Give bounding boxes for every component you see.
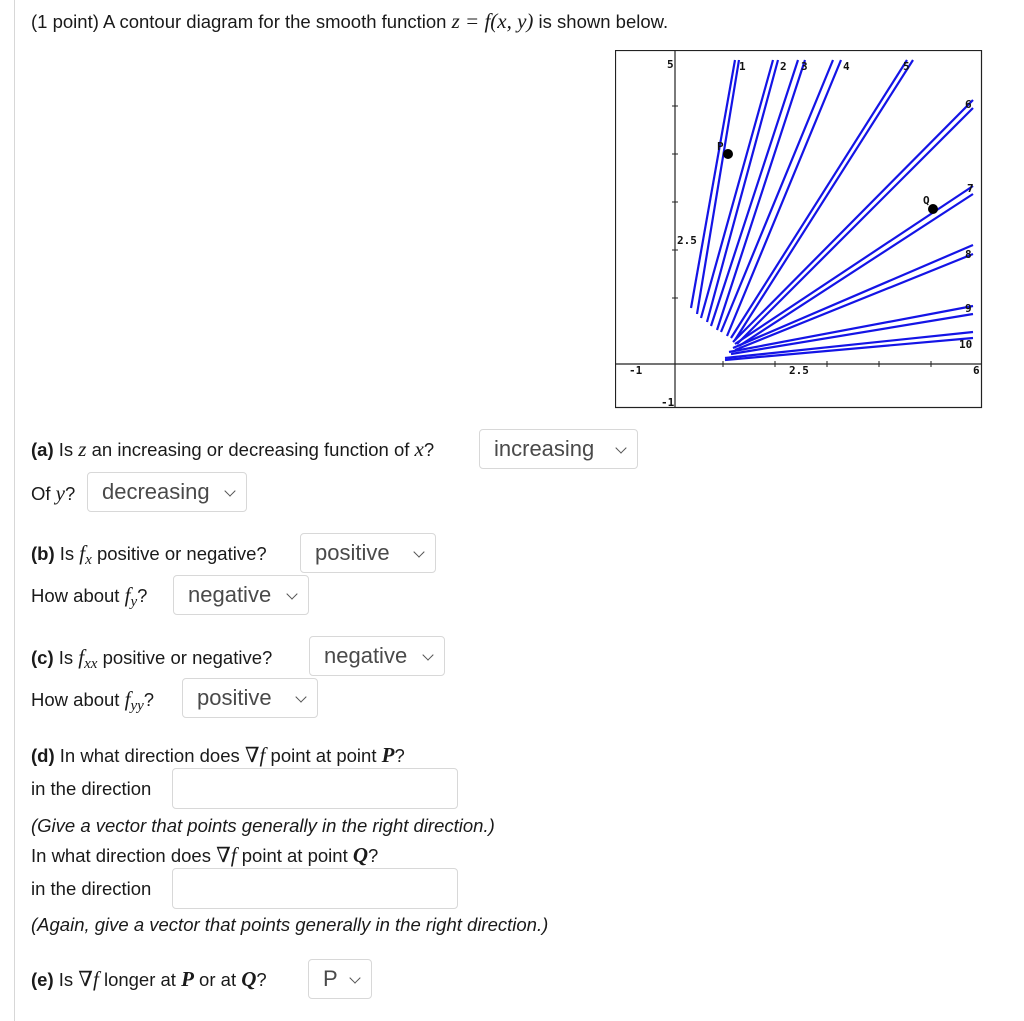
contour-label-5: 5 — [903, 60, 910, 73]
point-q-label: Q — [923, 194, 930, 207]
question-c-fyy: How about $f_{yy}$? — [31, 687, 155, 714]
contour-label-10: 10 — [959, 338, 973, 351]
contour-label-4: 4 — [843, 60, 850, 73]
y-bottom-tick-label: -1 — [661, 396, 675, 409]
contour-label-3: 3 — [801, 60, 808, 73]
chevron-down-icon — [295, 691, 306, 702]
problem-panel — [14, 0, 1024, 1021]
question-d: (d) In what direction does ∇f point at point P? — [31, 743, 405, 767]
question-b-fy: How about $f_y$? — [31, 583, 148, 610]
y-top-tick-label: 5 — [667, 58, 674, 71]
contour-label-8: 8 — [965, 248, 972, 261]
select-c-fyy[interactable]: positive — [182, 678, 318, 718]
x-mid-tick-label: 2.5 — [789, 364, 809, 377]
hint-p: (Give a vector that points generally in the right direction.) — [31, 815, 495, 836]
intro-text: (1 point) A contour diagram for the smooth function z = f(x, y) is shown below. — [31, 9, 669, 33]
chevron-down-icon — [413, 546, 424, 557]
select-b-fy[interactable]: negative — [173, 575, 309, 615]
contour-label-1: 1 — [739, 60, 746, 73]
hint-q: (Again, give a vector that points generally in the right direction.) — [31, 914, 549, 935]
direction-label-q: in the direction — [31, 878, 152, 899]
contour-diagram — [615, 50, 983, 410]
x-right-tick-label: 6 — [973, 364, 980, 377]
chevron-down-icon — [615, 442, 626, 453]
contour-label-7: 7 — [967, 182, 974, 195]
direction-q-input[interactable] — [172, 868, 458, 909]
y-mid-tick-label: 2.5 — [677, 234, 697, 247]
x-left-tick-label: -1 — [629, 364, 643, 377]
contour-label-2: 2 — [780, 60, 787, 73]
point-p-marker — [723, 149, 733, 159]
point-p-label: P — [717, 140, 724, 153]
question-a: (a) Is z an increasing or decreasing function of x? — [31, 437, 435, 461]
question-c: (c) Is $f_{xx}$ positive or negative? — [31, 645, 273, 672]
chevron-down-icon — [422, 649, 433, 660]
select-c-fxx[interactable]: negative — [309, 636, 445, 676]
question-a-y: Of y? — [31, 481, 76, 505]
question-d-q: In what direction does ∇f point at point Q? — [31, 843, 379, 867]
point-q-marker — [928, 204, 938, 214]
chevron-down-icon — [349, 972, 360, 983]
direction-p-input[interactable] — [172, 768, 458, 809]
select-a-y[interactable]: decreasing — [87, 472, 247, 512]
question-e: (e) Is ∇f longer at P or at Q? — [31, 967, 267, 991]
direction-label-p: in the direction — [31, 778, 152, 799]
chevron-down-icon — [286, 588, 297, 599]
chevron-down-icon — [224, 485, 235, 496]
contour-label-6: 6 — [965, 98, 972, 111]
select-b-fx[interactable]: positive — [300, 533, 436, 573]
question-b: (b) Is $f_x$ positive or negative? — [31, 541, 267, 568]
select-e-longer[interactable]: P — [308, 959, 372, 999]
contour-label-9: 9 — [965, 302, 972, 315]
select-a-x[interactable]: increasing — [479, 429, 638, 469]
function-math: z = f(x, y) — [451, 9, 534, 33]
